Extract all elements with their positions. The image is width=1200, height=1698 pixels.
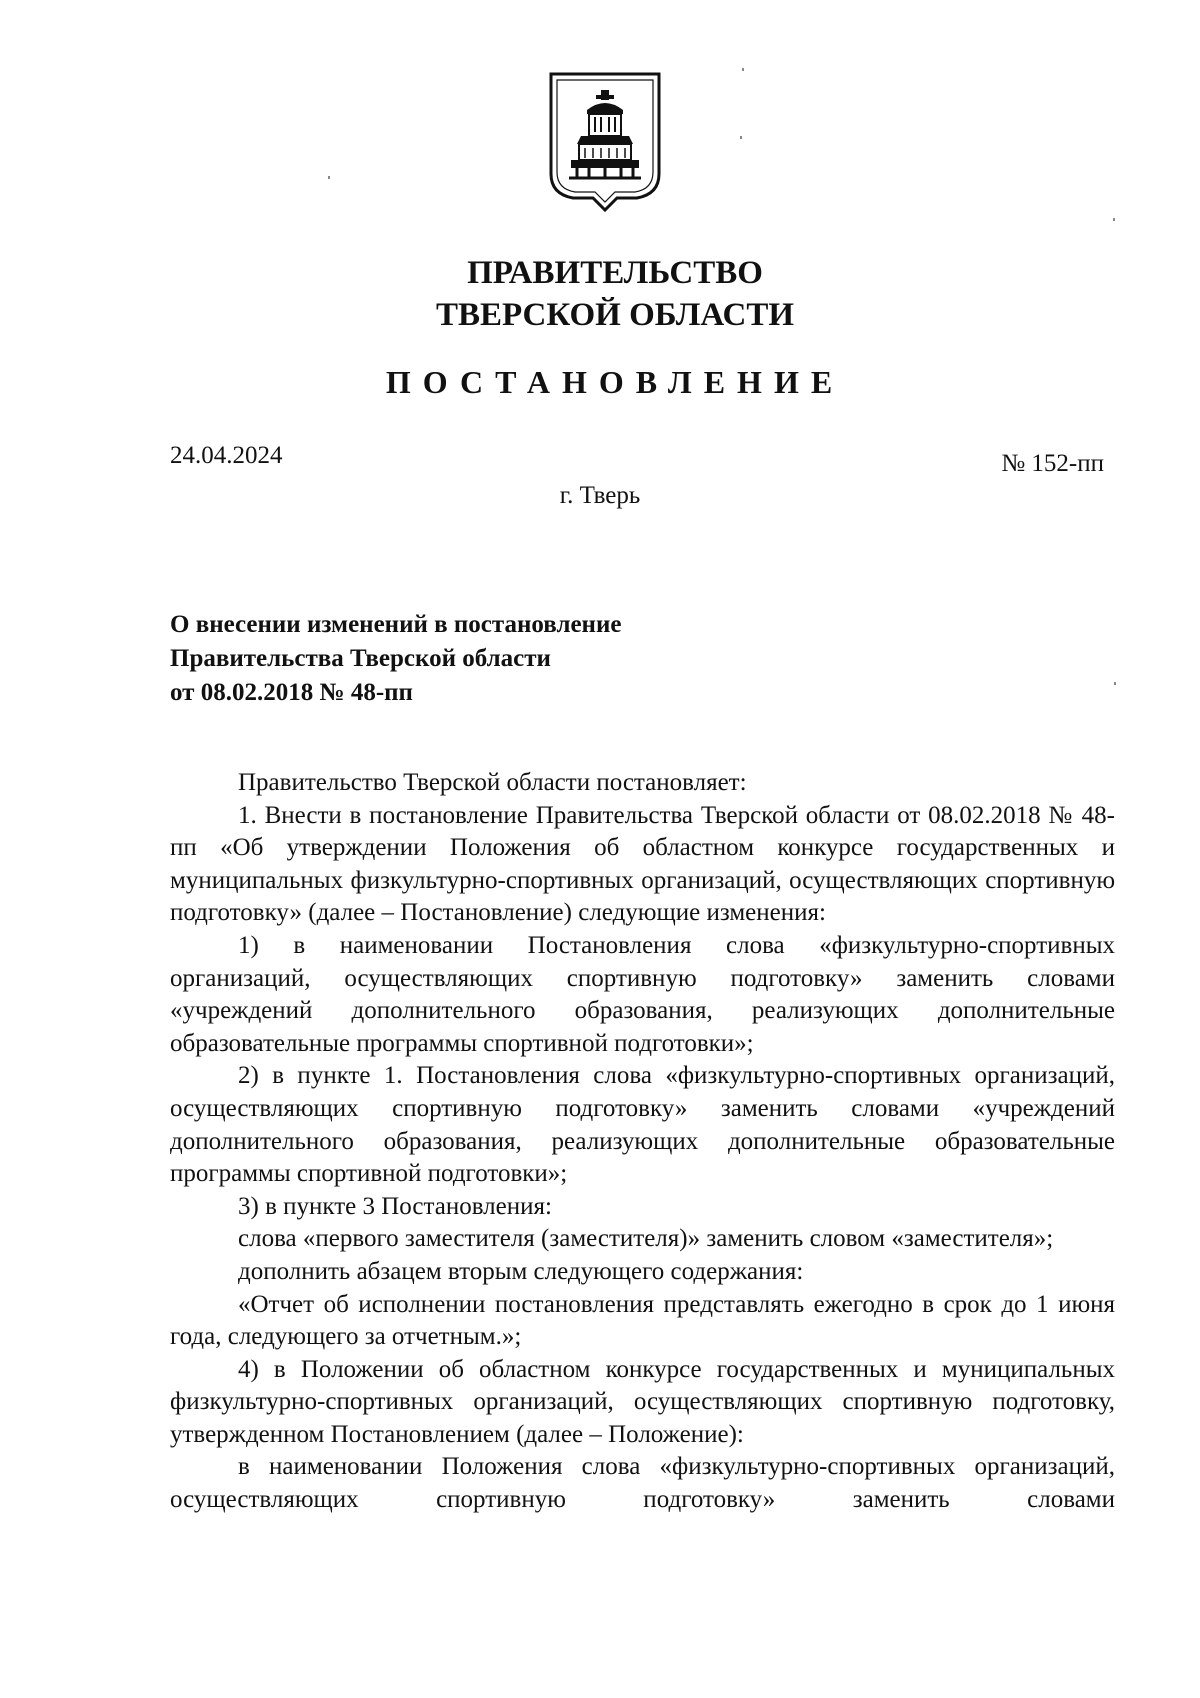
document-number: № 152-пп <box>1001 450 1104 477</box>
paragraph-subitem-3: 3) в пункте 3 Постановления: <box>238 1192 552 1220</box>
paragraph-quote: «Отчет об исполнении постановления представлять ежегодно в срок до 1 июня года, следующего за отчетным.»; <box>170 1290 1115 1351</box>
subject-line3: от 08.02.2018 № 48-пп <box>170 679 413 706</box>
paragraph-item-1: 1. Внести в постановление Правительства Тверской области от 08.02.2018 № 48-пп «Об утверждении Положения об областном конкурсе государственных и муниципальных физкультурно-спортивных организаций, осуществляющих спортивную подготовку» (далее – Постановление) следующие изменения: <box>170 801 1115 927</box>
government-title <box>0 252 1200 336</box>
document-city: г. Тверь <box>559 482 641 509</box>
paragraph-name-change: в наименовании Положения слова «физкультурно-спортивных организаций, осуществляющих спортивную подготовку» заменить словами <box>170 1453 1115 1514</box>
scan-speck <box>742 68 744 71</box>
paragraph-words-replace: слова «первого заместителя (заместителя)» заменить словом «заместителя»; <box>238 1225 1054 1253</box>
document-subject <box>170 608 621 710</box>
scan-speck <box>1114 682 1116 685</box>
scan-speck <box>1113 218 1115 221</box>
government-title-line1: ПРАВИТЕЛЬСТВО <box>467 255 763 291</box>
paragraph-preamble: Правительство Тверской области постановляет: <box>238 769 747 796</box>
document-body <box>170 767 1115 1517</box>
document-type: ПОСТАНОВЛЕНИЕ <box>385 364 845 400</box>
paragraph-subitem-2: 2) в пункте 1. Постановления слова «физкультурно-спортивных организаций, осуществляющих спортивную подготовку» заменить словами «учреждений дополнительного образования, реализующих дополнительные образовательные программы спортивной подготовки»; <box>170 1062 1115 1188</box>
paragraph-add-clause: дополнить абзацем вторым следующего содержания: <box>238 1257 804 1285</box>
government-title-line2: ТВЕРСКОЙ ОБЛАСТИ <box>435 297 795 333</box>
coat-of-arms-icon <box>545 70 665 214</box>
subject-line1: О внесении изменений в постановление <box>170 611 622 638</box>
paragraph-subitem-1: 1) в наименовании Постановления слова «физкультурно-спортивных организаций, осуществляющих спортивную подготовку» заменить словами «учреждений дополнительного образования, реализующих дополнительные образовательные программы спортивной подготовки»; <box>170 931 1115 1057</box>
document-date: 24.04.2024 <box>170 442 283 469</box>
subject-line2: Правительства Тверской области <box>170 645 551 672</box>
scan-speck <box>328 176 330 179</box>
scan-speck <box>740 136 742 139</box>
paragraph-subitem-4: 4) в Положении об областном конкурсе государственных и муниципальных физкультурно-спортивных организаций, осуществляющих спортивную подготовку, утвержденном Постановлением (далее – Положение): <box>170 1355 1115 1448</box>
